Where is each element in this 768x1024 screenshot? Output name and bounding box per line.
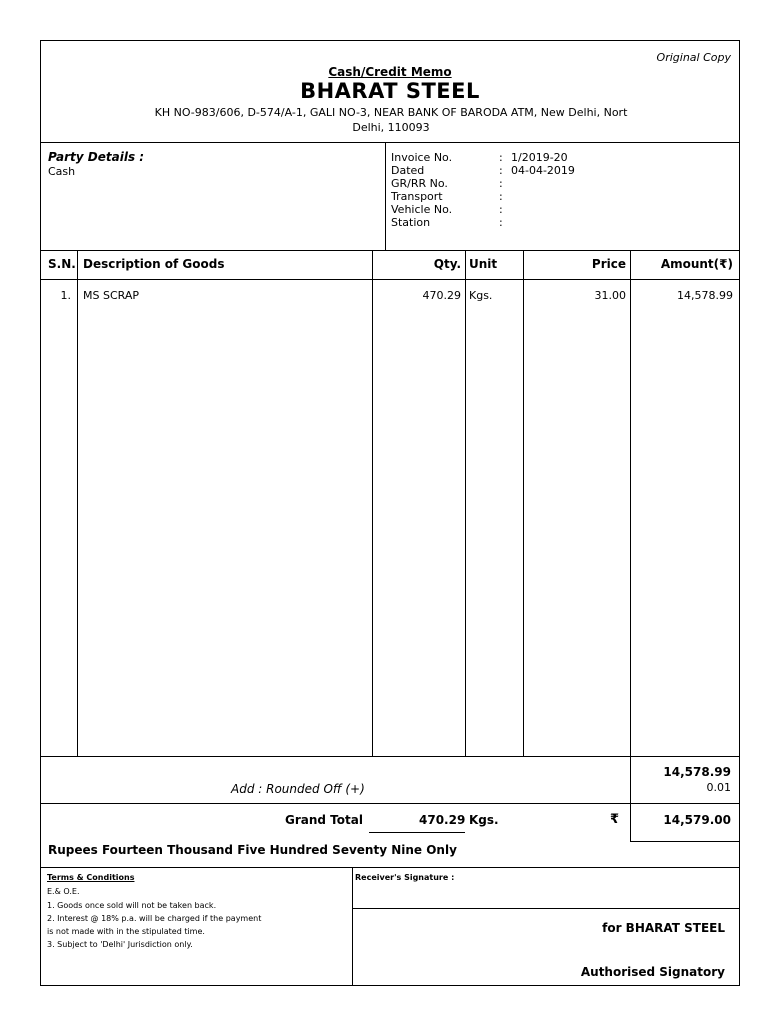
invoice-label: Vehicle No. (391, 203, 453, 216)
rounded-off-value: 0.01 (706, 781, 731, 794)
col-sep-qty (465, 250, 466, 756)
grand-total-amount: 14,579.00 (663, 813, 731, 827)
copy-label: Original Copy (656, 51, 731, 64)
rounded-off-label: Add : Rounded Off (+) (231, 782, 365, 796)
invoice-label: Station (391, 216, 431, 229)
col-sep-unit (523, 250, 524, 756)
terms-line: E.& O.E. (47, 887, 80, 896)
col-sep-sn (77, 250, 78, 756)
party-name: Cash (48, 165, 76, 178)
col-header-sn: S.N. (48, 257, 76, 271)
grand-total-unit: Kgs. (469, 813, 499, 827)
grand-total-qty-underline (369, 832, 465, 833)
subtotal-amount: 14,578.99 (663, 765, 731, 779)
divider-footer-top (41, 867, 739, 868)
cell-qty: 470.29 (422, 289, 461, 302)
invoice-row-invoice-no: Invoice No. : 1/2019-20 (391, 151, 568, 164)
col-header-price: Price (591, 257, 626, 271)
for-company-label: for BHARAT STEEL (602, 921, 725, 935)
terms-line: 1. Goods once sold will not be taken back. (47, 901, 217, 910)
cash-credit-memo (40, 40, 740, 986)
terms-line: 3. Subject to 'Delhi' Jurisdiction only. (47, 940, 193, 949)
divider-header (41, 142, 739, 143)
invoice-row-transport: Transport : (391, 190, 503, 203)
terms-line: 2. Interest @ 18% p.a. will be charged if the payment (47, 914, 262, 923)
cell-unit: Kgs. (469, 289, 493, 302)
invoice-label: GR/RR No. (391, 177, 448, 190)
col-header-description: Description of Goods (83, 257, 225, 271)
invoice-row-station: Station : (391, 216, 503, 229)
invoice-row-vehicle: Vehicle No. : (391, 203, 503, 216)
receiver-signature-label: Receiver's Signature : (355, 873, 455, 882)
divider-party-invoice (385, 142, 386, 250)
grand-total-label: Grand Total (285, 813, 363, 827)
party-details-title: Party Details : (48, 150, 145, 164)
company-address (136, 105, 646, 135)
divider-table-bottom (41, 756, 739, 757)
grand-total-qty: 470.29 (419, 813, 466, 827)
col-sep-price (630, 250, 631, 841)
address-line-1: KH NO-983/606, D-574/A-1, GALI NO-3, NEAR BANK OF BARODA ATM, New Delhi, Nort (154, 106, 628, 119)
col-header-qty: Qty. (433, 257, 461, 271)
invoice-row-gr-rr: GR/RR No. : (391, 177, 503, 190)
terms-line: is not made with in the stipulated time. (47, 927, 205, 936)
divider-grand-total-amount (630, 841, 739, 842)
divider-table-header (41, 279, 739, 280)
cell-amount: 14,578.99 (677, 289, 733, 302)
rupee-icon: ₹ (610, 812, 620, 827)
invoice-value: 1/2019-20 (511, 151, 568, 164)
company-name: BHARAT STEEL (300, 79, 480, 103)
invoice-row-dated: Dated : 04-04-2019 (391, 164, 575, 177)
terms-title: Terms & Conditions (47, 873, 135, 882)
invoice-label: Dated (391, 164, 425, 177)
invoice-label: Transport (391, 190, 443, 203)
divider-grand-total-top (41, 803, 739, 804)
memo-type-title: Cash/Credit Memo (328, 65, 452, 79)
amount-in-words: Rupees Fourteen Thousand Five Hundred Seventy Nine Only (48, 843, 457, 857)
authorised-signatory-label: Authorised Signatory (580, 965, 725, 979)
divider-receiver (352, 908, 739, 909)
invoice-value: 04-04-2019 (511, 164, 575, 177)
address-line-2: Delhi, 110093 (352, 121, 430, 134)
divider-table-top (41, 250, 739, 251)
cell-sn: 1. (60, 289, 71, 302)
cell-price: 31.00 (594, 289, 626, 302)
divider-footer-split (352, 867, 353, 986)
invoice-label: Invoice No. (391, 151, 453, 164)
col-header-amount: Amount(₹) (660, 257, 733, 271)
col-header-unit: Unit (469, 257, 498, 271)
col-sep-description (372, 250, 373, 756)
cell-description: MS SCRAP (83, 289, 139, 302)
